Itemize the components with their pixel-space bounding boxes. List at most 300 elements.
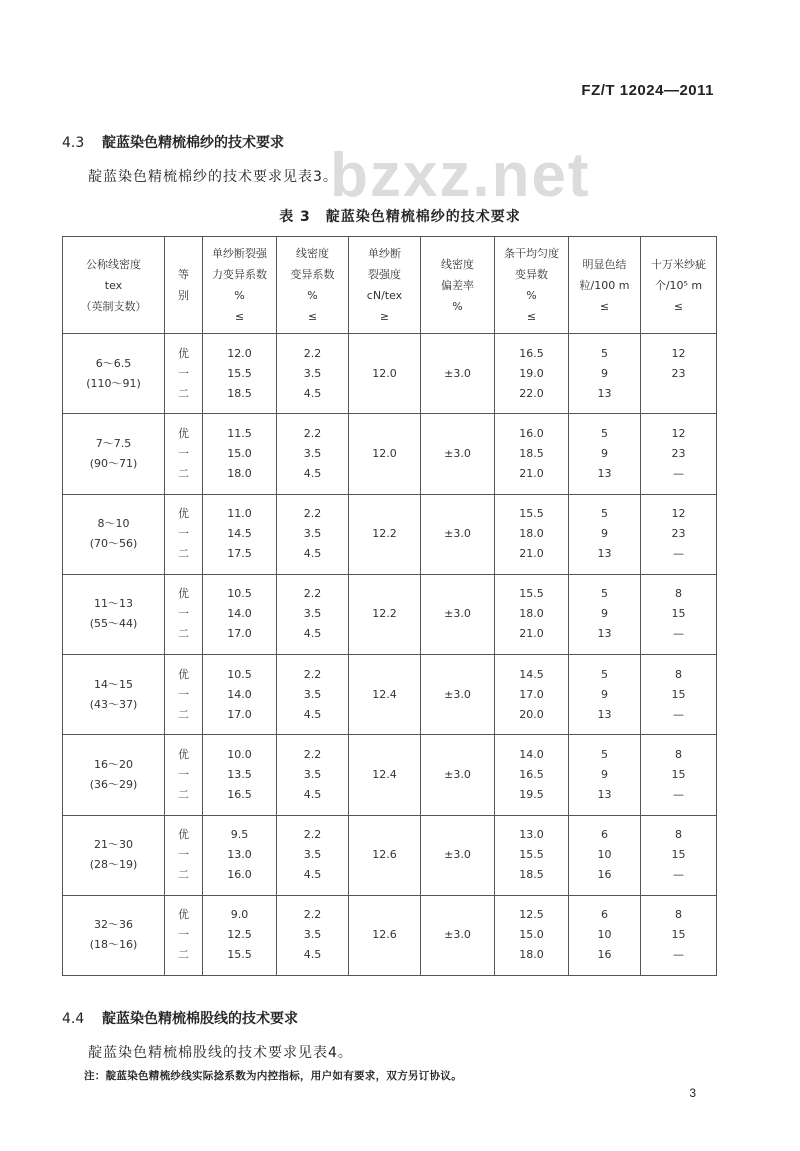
nominal-density-cell: [63, 494, 165, 574]
cell-value: —: [673, 707, 684, 721]
cell-value: 3.5: [303, 607, 322, 621]
cell-value: ±3.0: [444, 848, 471, 862]
cell-value: 21.0: [519, 547, 544, 561]
table-row: [63, 334, 717, 414]
column-header: [165, 237, 203, 334]
cell-value: 优: [178, 828, 189, 842]
cell-value: 13.0: [519, 828, 544, 842]
column-header: [349, 237, 421, 334]
grade-cell: [165, 735, 203, 815]
header-line: 线密度: [296, 247, 329, 260]
deviation-cell: [421, 414, 495, 494]
cell-value: 15: [671, 928, 686, 942]
cell-value: 15.5: [227, 366, 252, 380]
spec-table: [62, 236, 717, 976]
column-header: [641, 237, 717, 334]
cell-value: —: [673, 948, 684, 962]
cell-value: 13: [597, 466, 612, 480]
cell-value: 12: [671, 346, 686, 360]
cell-value: 一: [178, 366, 189, 380]
header-line: 十万米纱疵: [651, 257, 706, 271]
header-line: 个/10⁵ m: [654, 278, 703, 292]
cell-value: 4.5: [303, 787, 322, 801]
cell-value: 13.5: [227, 767, 252, 781]
deviation-cell: [421, 815, 495, 895]
cell-value: 14.5: [227, 527, 252, 541]
header-line: ≤: [526, 310, 537, 323]
cell-value: 6: [601, 908, 608, 922]
header-row: [63, 237, 717, 334]
cell-value: ±3.0: [444, 928, 471, 942]
evenness-cell: [495, 735, 569, 815]
cell-value: ±3.0: [444, 687, 471, 701]
cell-value: 13: [597, 707, 612, 721]
evenness-cell: [495, 414, 569, 494]
cell-value: 13: [597, 547, 612, 561]
english-count: (28～19): [89, 858, 138, 872]
strength-cv-cell: [203, 494, 277, 574]
strength-cv-cell: [203, 815, 277, 895]
cell-value: 12: [671, 426, 686, 440]
density-cv-cell: [277, 494, 349, 574]
cell-value: 优: [178, 507, 189, 521]
cell-value: 12.0: [372, 446, 397, 460]
tex-range: 21～30: [94, 838, 133, 852]
cell-value: 3.5: [303, 928, 322, 942]
header-line: ≤: [599, 299, 610, 313]
cell-value: 二: [178, 547, 189, 561]
tenacity-cell: [349, 494, 421, 574]
cell-value: 优: [178, 667, 189, 681]
cell-value: ±3.0: [444, 607, 471, 621]
header-line: 单纱断: [368, 247, 401, 260]
tenacity-cell: [349, 414, 421, 494]
cell-value: ±3.0: [444, 446, 471, 460]
neps-cell: [569, 334, 641, 414]
cell-value: 9.5: [230, 828, 249, 842]
cell-value: 优: [178, 587, 189, 601]
density-cv-cell: [277, 574, 349, 654]
standard-code: FZ/T 12024—2011: [581, 82, 714, 99]
tenacity-cell: [349, 655, 421, 735]
evenness-cell: [495, 334, 569, 414]
cell-value: 16: [597, 868, 612, 882]
cell-value: 13: [597, 787, 612, 801]
cell-value: 19.5: [519, 787, 544, 801]
watermark: bzxz.net: [330, 141, 591, 210]
cell-value: 9.0: [230, 908, 249, 922]
column-header: [495, 237, 569, 334]
strength-cv-cell: [203, 334, 277, 414]
cell-value: 9: [601, 446, 608, 460]
header-line: %: [452, 299, 463, 313]
cell-value: 13.0: [227, 848, 252, 862]
cell-value: 2.2: [303, 908, 322, 922]
cell-value: 二: [178, 707, 189, 721]
section-4-4-intro: 靛蓝染色精梳棉股线的技术要求见表4。: [88, 1045, 353, 1061]
cell-value: 12.0: [227, 346, 252, 360]
cell-value: 优: [178, 426, 189, 440]
faults-cell: [641, 494, 717, 574]
cell-value: 5: [601, 587, 608, 601]
nominal-density-cell: [63, 414, 165, 494]
cell-value: 8: [675, 908, 682, 922]
tex-range: 11～13: [94, 597, 133, 611]
cell-value: 3.5: [303, 848, 322, 862]
cell-value: 3.5: [303, 687, 322, 701]
cell-value: 14.0: [227, 687, 252, 701]
cell-value: 4.5: [303, 707, 322, 721]
cell-value: 22.0: [519, 386, 544, 400]
cell-value: 12.6: [372, 848, 397, 862]
header-line: 粒/100 m: [579, 278, 630, 292]
cell-value: 9: [601, 607, 608, 621]
tenacity-cell: [349, 895, 421, 975]
cell-value: 二: [178, 466, 189, 480]
cell-value: —: [673, 547, 684, 561]
cell-value: 3.5: [303, 446, 322, 460]
cell-value: 18.0: [519, 948, 544, 962]
cell-value: 优: [178, 747, 189, 761]
deviation-cell: [421, 334, 495, 414]
cell-value: ±3.0: [444, 767, 471, 781]
cell-value: 2.2: [303, 507, 322, 521]
english-count: (43～37): [89, 697, 138, 711]
column-header: [203, 237, 277, 334]
cell-value: 一: [178, 527, 189, 541]
strength-cv-cell: [203, 895, 277, 975]
tex-range: 8～10: [97, 517, 130, 531]
grade-cell: [165, 815, 203, 895]
tenacity-cell: [349, 334, 421, 414]
cell-value: 一: [178, 446, 189, 460]
cell-value: 12.5: [227, 928, 252, 942]
cell-value: 10.5: [227, 587, 252, 601]
cell-value: 5: [601, 507, 608, 521]
cell-value: 优: [178, 346, 189, 360]
deviation-cell: [421, 655, 495, 735]
table-row: [63, 895, 717, 975]
header-line: （英制支数）: [80, 299, 147, 313]
cell-value: —: [673, 787, 684, 801]
density-cv-cell: [277, 655, 349, 735]
cell-value: 10: [597, 848, 612, 862]
grade-cell: [165, 895, 203, 975]
cell-value: 3.5: [303, 366, 322, 380]
cell-value: 9: [601, 687, 608, 701]
cell-value: 15.5: [519, 848, 544, 862]
cell-value: 12.5: [519, 908, 544, 922]
cell-value: 23: [671, 527, 686, 541]
cell-value: ±3.0: [444, 366, 471, 380]
nominal-density-cell: [63, 815, 165, 895]
nominal-density-cell: [63, 334, 165, 414]
neps-cell: [569, 574, 641, 654]
cell-value: 15.0: [227, 446, 252, 460]
cell-value: 二: [178, 386, 189, 400]
header-line: %: [234, 289, 245, 302]
cell-value: 二: [178, 868, 189, 882]
cell-value: 9: [601, 366, 608, 380]
cell-value: 2.2: [303, 828, 322, 842]
neps-cell: [569, 815, 641, 895]
grade-cell: [165, 334, 203, 414]
cell-value: 17.5: [227, 547, 252, 561]
english-count: (36～29): [89, 777, 138, 791]
faults-cell: [641, 655, 717, 735]
cell-value: 23: [671, 366, 686, 380]
cell-value: 4.5: [303, 547, 322, 561]
section-4-4-heading: [62, 1008, 298, 1028]
cell-value: 13: [597, 627, 612, 641]
evenness-cell: [495, 494, 569, 574]
cell-value: 16.0: [227, 868, 252, 882]
cell-value: 5: [601, 426, 608, 440]
grade-cell: [165, 655, 203, 735]
cell-value: 18.0: [519, 527, 544, 541]
english-count: (18～16): [89, 938, 138, 952]
faults-cell: [641, 414, 717, 494]
faults-cell: [641, 574, 717, 654]
density-cv-cell: [277, 334, 349, 414]
cell-value: 12.4: [372, 687, 397, 701]
cell-value: 13: [597, 386, 612, 400]
table-row: [63, 735, 717, 815]
cell-value: —: [673, 868, 684, 882]
cell-value: 21.0: [519, 466, 544, 480]
cell-value: 10: [597, 928, 612, 942]
cell-value: 17.0: [519, 687, 544, 701]
header-line: ≥: [379, 310, 390, 323]
cell-value: 17.0: [227, 707, 252, 721]
grade-cell: [165, 574, 203, 654]
cell-value: 8: [675, 587, 682, 601]
cell-value: 15.0: [519, 928, 544, 942]
english-count: (110～91): [86, 376, 141, 390]
cell-value: 16.0: [519, 426, 544, 440]
cell-value: 8: [675, 667, 682, 681]
header-line: 别: [178, 289, 189, 302]
table-caption: 表 3 靛蓝染色精梳棉纱的技术要求: [279, 209, 521, 225]
tex-range: 7～7.5: [95, 436, 132, 450]
faults-cell: [641, 334, 717, 414]
header-line: 线密度: [441, 257, 474, 271]
cell-value: 20.0: [519, 707, 544, 721]
cell-value: 一: [178, 848, 189, 862]
neps-cell: [569, 655, 641, 735]
cell-value: 二: [178, 627, 189, 641]
tex-range: 32～36: [94, 918, 133, 932]
table-row: [63, 815, 717, 895]
cell-value: 12.6: [372, 928, 397, 942]
cell-value: 一: [178, 607, 189, 621]
cell-value: 18.5: [519, 868, 544, 882]
cell-value: 优: [178, 908, 189, 922]
evenness-cell: [495, 815, 569, 895]
section-number: 4.3: [62, 135, 85, 151]
cell-value: 2.2: [303, 346, 322, 360]
cell-value: 15: [671, 767, 686, 781]
cell-value: 15: [671, 607, 686, 621]
cell-value: 15: [671, 848, 686, 862]
faults-cell: [641, 895, 717, 975]
cell-value: 一: [178, 928, 189, 942]
neps-cell: [569, 735, 641, 815]
cell-value: 10.5: [227, 667, 252, 681]
cell-value: 8: [675, 747, 682, 761]
header-line: ≤: [234, 310, 245, 323]
english-count: (70～56): [89, 537, 138, 551]
grade-cell: [165, 494, 203, 574]
deviation-cell: [421, 735, 495, 815]
cell-value: 16.5: [227, 787, 252, 801]
cell-value: 4.5: [303, 466, 322, 480]
header-line: 等: [178, 268, 189, 281]
section-title: 靛蓝染色精梳棉纱的技术要求: [102, 135, 284, 151]
cell-value: 二: [178, 948, 189, 962]
table-note: 注：靛蓝染色精梳纱线实际捻系数为内控指标，用户如有要求，双方另订协议。: [84, 1070, 462, 1082]
cell-value: 2.2: [303, 587, 322, 601]
cell-value: 14.0: [227, 607, 252, 621]
cell-value: 9: [601, 767, 608, 781]
strength-cv-cell: [203, 574, 277, 654]
section-title: 靛蓝染色精梳棉股线的技术要求: [102, 1011, 298, 1027]
cell-value: 6: [601, 828, 608, 842]
tex-range: 16～20: [94, 757, 133, 771]
strength-cv-cell: [203, 414, 277, 494]
cell-value: 12.2: [372, 607, 397, 621]
cell-value: [641, 384, 716, 404]
cell-value: 14.0: [519, 747, 544, 761]
header-line: 单纱断裂强: [212, 247, 267, 260]
neps-cell: [569, 414, 641, 494]
header-line: 力变异系数: [212, 268, 267, 281]
header-line: 公称线密度: [86, 257, 141, 271]
cell-value: 14.5: [519, 667, 544, 681]
cell-value: 17.0: [227, 627, 252, 641]
cell-value: 3.5: [303, 767, 322, 781]
column-header: [569, 237, 641, 334]
grade-cell: [165, 414, 203, 494]
section-number: 4.4: [62, 1011, 85, 1027]
cell-value: 4.5: [303, 627, 322, 641]
density-cv-cell: [277, 895, 349, 975]
cell-value: 2.2: [303, 747, 322, 761]
cell-value: 10.0: [227, 747, 252, 761]
cell-value: 15.5: [227, 948, 252, 962]
cell-value: 15.5: [519, 587, 544, 601]
table-row: [63, 574, 717, 654]
cell-value: 3.5: [303, 527, 322, 541]
cell-value: 4.5: [303, 868, 322, 882]
nominal-density-cell: [63, 655, 165, 735]
header-line: cN/tex: [366, 289, 403, 302]
evenness-cell: [495, 655, 569, 735]
cell-value: 16.5: [519, 767, 544, 781]
header-line: 偏差率: [441, 278, 474, 292]
cell-value: 12.0: [372, 366, 397, 380]
cell-value: 18.0: [227, 466, 252, 480]
cell-value: 12: [671, 507, 686, 521]
cell-value: 一: [178, 687, 189, 701]
cell-value: 18.5: [519, 446, 544, 460]
evenness-cell: [495, 574, 569, 654]
tex-range: 14～15: [94, 677, 133, 691]
neps-cell: [569, 895, 641, 975]
cell-value: 4.5: [303, 948, 322, 962]
tenacity-cell: [349, 815, 421, 895]
cell-value: 2.2: [303, 426, 322, 440]
density-cv-cell: [277, 815, 349, 895]
cell-value: 15: [671, 687, 686, 701]
column-header: [63, 237, 165, 334]
header-line: 变异数: [515, 268, 548, 281]
cell-value: 5: [601, 667, 608, 681]
header-line: 条干均匀度: [504, 247, 559, 260]
page-number: 3: [689, 1086, 696, 1100]
nominal-density-cell: [63, 735, 165, 815]
english-count: (90～71): [89, 456, 138, 470]
cell-value: 18.5: [227, 386, 252, 400]
cell-value: —: [673, 466, 684, 480]
deviation-cell: [421, 895, 495, 975]
table-row: [63, 414, 717, 494]
cell-value: 9: [601, 527, 608, 541]
header-line: tex: [104, 278, 123, 292]
cell-value: 一: [178, 767, 189, 781]
header-line: %: [526, 289, 537, 302]
density-cv-cell: [277, 414, 349, 494]
cell-value: 12.4: [372, 767, 397, 781]
cell-value: 5: [601, 346, 608, 360]
cell-value: 2.2: [303, 667, 322, 681]
header-line: ≤: [673, 299, 684, 313]
cell-value: 18.0: [519, 607, 544, 621]
cell-value: 16: [597, 948, 612, 962]
header-line: 裂强度: [368, 268, 401, 281]
header-line: 变异系数: [290, 268, 335, 281]
column-header: [421, 237, 495, 334]
evenness-cell: [495, 895, 569, 975]
cell-value: 8: [675, 828, 682, 842]
cell-value: ±3.0: [444, 527, 471, 541]
cell-value: 21.0: [519, 627, 544, 641]
nominal-density-cell: [63, 574, 165, 654]
table-row: [63, 655, 717, 735]
tenacity-cell: [349, 574, 421, 654]
cell-value: 二: [178, 787, 189, 801]
table-row: [63, 494, 717, 574]
cell-value: 11.0: [227, 507, 252, 521]
cell-value: 16.5: [519, 346, 544, 360]
column-header: [277, 237, 349, 334]
cell-value: 23: [671, 446, 686, 460]
strength-cv-cell: [203, 655, 277, 735]
faults-cell: [641, 815, 717, 895]
section-4-3-intro: 靛蓝染色精梳棉纱的技术要求见表3。: [88, 169, 338, 185]
section-4-3-heading: [62, 132, 284, 152]
neps-cell: [569, 494, 641, 574]
deviation-cell: [421, 574, 495, 654]
tex-range: 6～6.5: [95, 356, 132, 370]
cell-value: —: [673, 627, 684, 641]
cell-value: 19.0: [519, 366, 544, 380]
cell-value: 4.5: [303, 386, 322, 400]
nominal-density-cell: [63, 895, 165, 975]
header-line: %: [307, 289, 318, 302]
strength-cv-cell: [203, 735, 277, 815]
faults-cell: [641, 735, 717, 815]
